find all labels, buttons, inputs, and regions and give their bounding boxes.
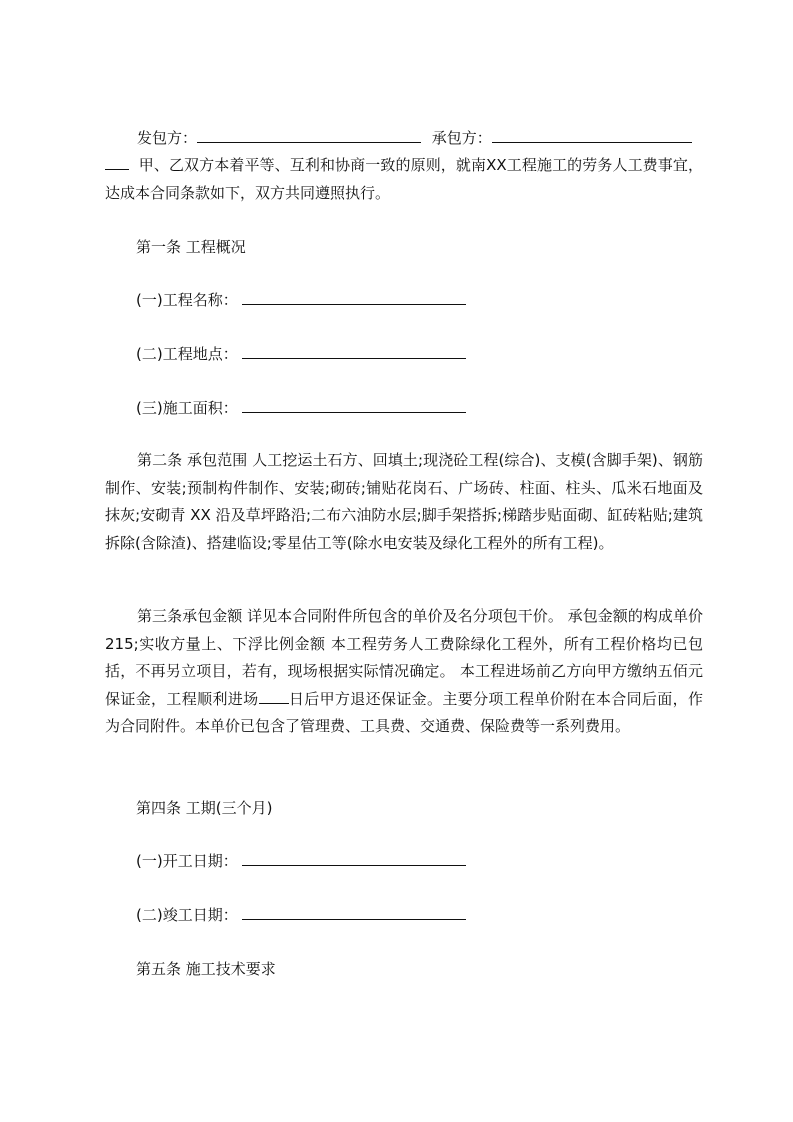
intro-leading-blank	[105, 155, 129, 170]
intro-body: 甲、乙双方本着平等、互利和协商一致的原则，就南XX工程施工的劳务人工费事宜，达成本合同条款如下，双方共同遵照执行。	[105, 156, 703, 202]
intro-paragraph	[105, 152, 703, 207]
article-1-title: 第一条 工程概况	[136, 238, 246, 256]
parties-line	[137, 127, 692, 149]
article-3-days-blank	[259, 689, 289, 704]
party-b-label: 承包方：	[431, 129, 492, 147]
article-3-text-a: 第三条承包金额 详见本合同附件所包含的单价及名分项包干价。 承包金额的构成单价 215;实收方量上、下浮比例金额 本工程劳务人工费除绿化工程外，所有工程价格均已包括，不再另立项目，若有，现场根据实际情况确定。 本工程进场前乙方向甲方缴纳五佰元保证金，工程顺利进场	[105, 607, 703, 708]
article-2-paragraph: 第二条 承包范围 人工挖运土石方、回填土;现浇砼工程(综合)、支模(含脚手架)、钢筋制作、安装;预制构件制作、安装;砌砖;铺贴花岗石、广场砖、柱面、柱头、瓜米石地面及抹灰;安砌青 XX 沿及草坪路沿;二布六油防水层;脚手架搭拆;梯踏步贴面砌、缸砖粘贴;建筑拆除(含除渣)、搭建临设;零星估工等(除水电安装及绿化工程外的所有工程)。	[105, 451, 703, 552]
completion-date-label: (二)竣工日期：	[136, 906, 238, 924]
party-a-blank	[197, 128, 421, 143]
party-b-blank	[492, 128, 692, 143]
completion-date-blank	[242, 904, 466, 920]
article-4-title: 第四条 工期(三个月)	[136, 799, 273, 817]
project-name-line	[136, 289, 466, 311]
article-3-text-b: 日后甲方退还保证金。主要分项工程单价附在本合同后面，作为合同附件。本单价已包含了管理费、工具费、交通费、保险费等一系列费用。	[105, 689, 703, 735]
construction-area-blank	[242, 397, 466, 413]
start-date-label: (一)开工日期：	[136, 852, 238, 870]
project-location-line	[136, 343, 466, 365]
project-location-label: (二)工程地点：	[136, 345, 238, 363]
project-location-blank	[242, 343, 466, 359]
completion-date-line	[136, 904, 466, 926]
construction-area-line	[136, 397, 466, 419]
start-date-blank	[242, 850, 466, 866]
project-name-label: (一)工程名称：	[136, 291, 238, 309]
article-5-title: 第五条 施工技术要求	[136, 960, 276, 978]
article-3-paragraph	[105, 603, 703, 741]
project-name-blank	[242, 289, 466, 305]
construction-area-label: (三)施工面积：	[136, 399, 238, 417]
start-date-line	[136, 850, 466, 872]
party-a-label: 发包方：	[137, 129, 198, 147]
